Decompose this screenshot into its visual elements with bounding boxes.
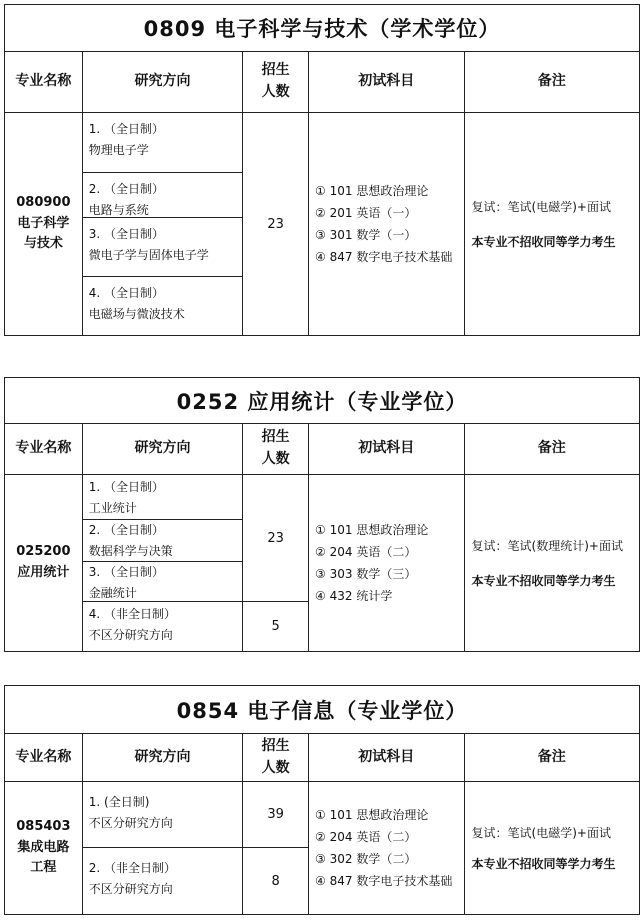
header-notes: 备注 bbox=[537, 73, 566, 90]
equivalent-note: 本专业不招收同等学力考生 bbox=[471, 235, 616, 249]
direction-item bbox=[83, 218, 242, 277]
equivalent-note: 本专业不招收同等学力考生 bbox=[471, 857, 616, 871]
subject-item: ② 201 英语（一） bbox=[315, 206, 417, 220]
header-major: 专业名称 bbox=[5, 424, 83, 474]
subject-item: ① 101 思想政治理论 bbox=[315, 523, 429, 537]
header-quota-line1: 招生 bbox=[261, 737, 290, 754]
direction-name: 电路与系统 bbox=[88, 203, 149, 217]
header-quota-line2: 人数 bbox=[261, 759, 290, 776]
direction-mode: 2. （全日制） bbox=[88, 523, 165, 537]
direction-mode: 4. （非全日制） bbox=[88, 607, 177, 621]
program-table-0809 bbox=[4, 4, 640, 336]
direction-mode: 2. （全日制） bbox=[88, 182, 165, 196]
direction-item bbox=[83, 602, 242, 651]
header-direction: 研究方向 bbox=[83, 734, 244, 781]
direction-mode: 3. （全日制） bbox=[88, 565, 165, 579]
major-code: 025200 bbox=[16, 544, 71, 560]
subject-item: ② 204 英语（二） bbox=[315, 545, 417, 559]
direction-mode: 1. （全日制） bbox=[88, 122, 165, 136]
directions-cell bbox=[83, 475, 243, 651]
quota-value: 23 bbox=[267, 216, 284, 232]
direction-mode: 4. （全日制） bbox=[88, 286, 165, 300]
direction-name: 不区分研究方向 bbox=[88, 882, 173, 896]
retest-note: 复试：笔试(数理统计)+面试 bbox=[471, 539, 623, 553]
header-subjects: 初试科目 bbox=[309, 424, 465, 474]
direction-item bbox=[83, 562, 242, 602]
direction-item bbox=[83, 475, 242, 520]
header-quota-line1: 招生 bbox=[261, 62, 290, 79]
major-name: 工程 bbox=[30, 860, 57, 876]
header-notes: 备注 bbox=[537, 440, 566, 457]
header-quota-line1: 招生 bbox=[261, 429, 290, 446]
major-cell bbox=[5, 782, 83, 914]
subject-item: ③ 302 数学（二） bbox=[315, 852, 417, 866]
header-row bbox=[5, 734, 639, 782]
direction-name: 不区分研究方向 bbox=[88, 816, 173, 830]
retest-note: 复试：笔试(电磁学)+面试 bbox=[471, 200, 611, 214]
subjects-cell bbox=[309, 113, 465, 335]
header-quota bbox=[243, 734, 309, 781]
quota-value: 5 bbox=[271, 619, 280, 634]
direction-mode: 2. （非全日制） bbox=[88, 861, 177, 875]
header-subjects: 初试科目 bbox=[309, 734, 465, 781]
notes-cell bbox=[465, 113, 639, 335]
header-quota-line2: 人数 bbox=[261, 84, 290, 100]
subject-item: ③ 301 数学（一） bbox=[315, 228, 417, 242]
subjects-cell bbox=[309, 782, 465, 914]
major-name: 集成电路 bbox=[17, 839, 70, 855]
subject-item: ④ 432 统计学 bbox=[315, 589, 393, 603]
program-table-0854 bbox=[4, 685, 640, 915]
header-quota-line2: 人数 bbox=[261, 451, 290, 467]
table-body bbox=[5, 475, 639, 651]
direction-name: 金融统计 bbox=[88, 586, 137, 600]
direction-name: 数据科学与决策 bbox=[88, 544, 173, 558]
header-row bbox=[5, 52, 639, 113]
subject-item: ④ 847 数字电子技术基础 bbox=[315, 250, 453, 264]
subject-item: ③ 303 数学（三） bbox=[315, 567, 417, 581]
direction-name: 电磁场与微波技术 bbox=[88, 307, 185, 321]
direction-name: 物理电子学 bbox=[88, 143, 149, 157]
direction-item bbox=[83, 173, 242, 218]
subject-item: ① 101 思想政治理论 bbox=[315, 808, 429, 822]
quota-value: 23 bbox=[243, 475, 308, 602]
major-name: 与技术 bbox=[23, 236, 63, 252]
direction-item bbox=[83, 782, 242, 848]
major-name: 电子科学 bbox=[17, 215, 70, 231]
equivalent-note: 本专业不招收同等学力考生 bbox=[471, 574, 616, 588]
quota-value: 39 bbox=[243, 782, 308, 848]
direction-name: 工业统计 bbox=[88, 501, 137, 515]
header-major: 专业名称 bbox=[5, 52, 83, 112]
notes-cell bbox=[465, 475, 639, 651]
direction-name: 微电子学与固体电子学 bbox=[88, 248, 209, 262]
quota-cell bbox=[243, 475, 309, 651]
table-title: 0809 电子科学与技术（学术学位） bbox=[5, 5, 639, 52]
header-quota bbox=[243, 52, 309, 112]
direction-mode: 3. （全日制） bbox=[88, 227, 165, 241]
header-major: 专业名称 bbox=[5, 734, 83, 781]
direction-item bbox=[83, 520, 242, 562]
direction-item bbox=[83, 277, 242, 335]
quota-cell bbox=[243, 782, 309, 914]
table-title: 0854 电子信息（专业学位） bbox=[5, 686, 639, 734]
subject-item: ④ 847 数字电子技术基础 bbox=[315, 874, 453, 888]
header-quota bbox=[243, 424, 309, 474]
directions-cell bbox=[83, 782, 243, 914]
retest-note: 复试：笔试(电磁学)+面试 bbox=[471, 826, 611, 840]
quota-cell bbox=[243, 113, 309, 335]
subject-item: ② 204 英语（二） bbox=[315, 830, 417, 844]
direction-mode: 1. (全日制) bbox=[88, 795, 150, 809]
header-notes: 备注 bbox=[537, 748, 566, 765]
direction-mode: 1. （全日制） bbox=[88, 480, 165, 494]
directions-cell bbox=[83, 113, 243, 335]
table-body bbox=[5, 782, 639, 914]
notes-cell bbox=[465, 782, 639, 914]
direction-name: 不区分研究方向 bbox=[88, 628, 173, 642]
direction-item bbox=[83, 848, 242, 914]
program-table-0252 bbox=[4, 377, 640, 652]
major-name: 应用统计 bbox=[17, 565, 70, 580]
major-code: 085403 bbox=[16, 818, 71, 834]
quota-value: 8 bbox=[271, 873, 280, 889]
header-direction: 研究方向 bbox=[83, 52, 244, 112]
direction-item bbox=[83, 113, 242, 173]
subject-item: ① 101 思想政治理论 bbox=[315, 184, 429, 198]
subjects-cell bbox=[309, 475, 465, 651]
header-row bbox=[5, 424, 639, 475]
major-code: 080900 bbox=[16, 194, 71, 210]
header-direction: 研究方向 bbox=[83, 424, 244, 474]
major-cell bbox=[5, 475, 83, 651]
header-subjects: 初试科目 bbox=[309, 52, 465, 112]
table-body bbox=[5, 113, 639, 335]
major-cell bbox=[5, 113, 83, 335]
table-title: 0252 应用统计（专业学位） bbox=[5, 378, 639, 424]
